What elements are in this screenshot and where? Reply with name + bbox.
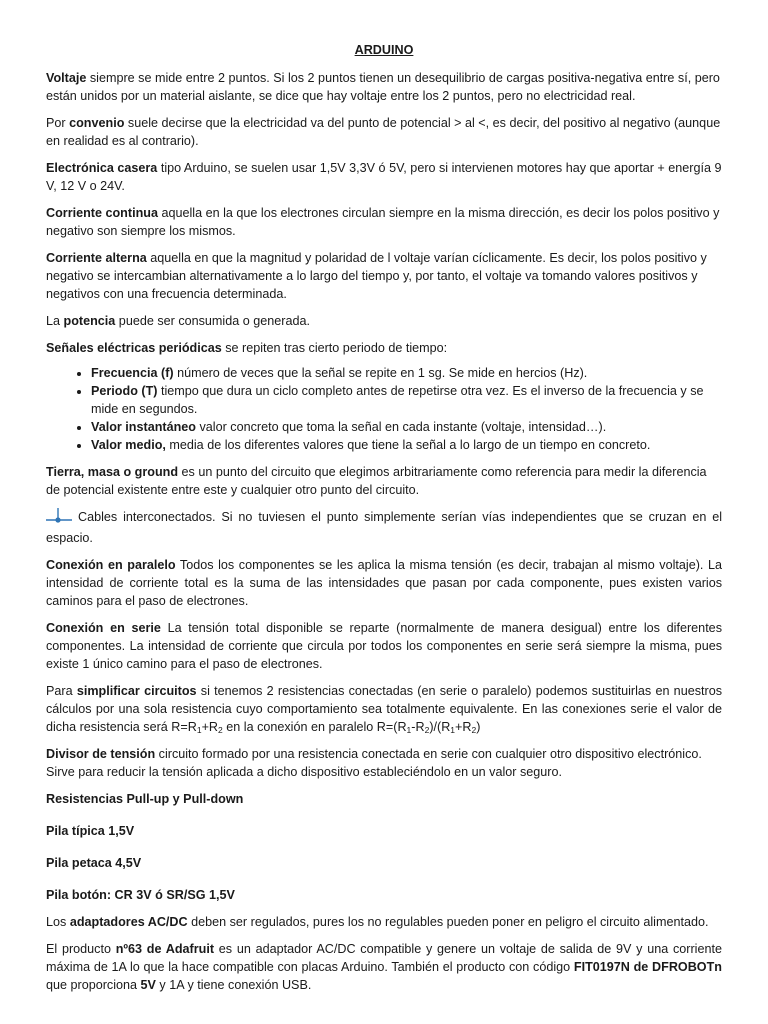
- term: adaptadores AC/DC: [69, 915, 188, 929]
- wire-junction-icon: [46, 508, 72, 529]
- text: -R: [411, 720, 425, 734]
- term: Pila típica 1,5V: [46, 824, 135, 838]
- text: aquella en que la magnitud y polaridad de l voltaje varían cíclicamente. Es decir, los polos positivo y negativo se intercambian alternativamente a lo largo del tiempo y, por tanto, el voltaje va tomando valores positivos y negativos con una frecuencia determinada.: [46, 251, 707, 301]
- term: Voltaje: [46, 71, 87, 85]
- term: Pila botón: CR 3V ó SR/SG 1,5V: [46, 888, 235, 902]
- text: se repiten tras cierto periodo de tiempo:: [221, 341, 448, 355]
- term: Valor instantáneo: [91, 420, 196, 434]
- term: Periodo (T): [91, 384, 158, 398]
- text: número de veces que la señal se repite en 1 sg. Se mide en hercios (Hz).: [173, 366, 588, 380]
- text: +R: [455, 720, 472, 734]
- term: Señales eléctricas periódicas: [46, 341, 222, 355]
- subscript: 1: [450, 725, 456, 735]
- paragraph-pila-petaca: [46, 854, 722, 872]
- list-item: [91, 364, 722, 382]
- paragraph-adaptadores: [46, 913, 722, 931]
- paragraph-potencia: [46, 312, 722, 330]
- paragraph-senales: [46, 339, 722, 357]
- paragraph-divisor: [46, 745, 722, 781]
- text: circuito formado por una resistencia conectada en serie con cualquier otro dispositivo electrónico. Sirve para reducir la tensión aplicada a dicho dispositivo estableciéndolo en un valor seguro.: [46, 747, 702, 779]
- paragraph-electronica: [46, 159, 722, 195]
- text: es un adaptador AC/DC compatible y genere un voltaje de salida de 9V y una corriente máxima de 1A lo que la hace compatible con placas Arduino. También el producto con código: [46, 942, 722, 974]
- term: Corriente continua: [46, 206, 158, 220]
- text: en la conexión en paralelo R=(R: [222, 720, 407, 734]
- text: aquella en la que los electrones circulan siempre en la misma dirección, es decir los polos positivo y negativo son siempre los mismos.: [46, 206, 720, 238]
- text: Por: [46, 116, 70, 130]
- text: media de los diferentes valores que tiene la señal a lo largo de un tiempo en concreto.: [165, 438, 651, 452]
- text: que proporciona: [46, 978, 141, 992]
- text: Cables interconectados. Si no tuviesen el punto simplemente serían vías independientes que se cruzan en el espacio.: [46, 510, 722, 545]
- text: La tensión total disponible se reparte (normalmente de manera desigual) entre los diferentes componentes. La intensidad de corriente que circula por todos los componentes en serie será siempre la misma, pues existe 1 único camino para el paso de electrones.: [46, 621, 722, 671]
- term: Corriente alterna: [46, 251, 147, 265]
- text: La: [46, 314, 64, 328]
- text: El producto: [46, 942, 116, 956]
- text: tipo Arduino, se suelen usar 1,5V 3,3V ó 5V, pero si intervienen motores hay que aportar + energía 9 V, 12 V o 24V.: [46, 161, 722, 193]
- bullet-list: [46, 364, 722, 454]
- term: 5V: [140, 978, 156, 992]
- text: es un punto del circuito que elegimos arbitrariamente como referencia para medir la diferencia de potencial existente entre este y cualquier otro punto del circuito.: [46, 465, 707, 497]
- paragraph-continua: [46, 204, 722, 240]
- text: ): [476, 720, 481, 734]
- paragraph-serie: [46, 619, 722, 673]
- text: +R: [201, 720, 219, 734]
- term: FIT0197N de DFROBOTn: [573, 960, 722, 974]
- paragraph-alterna: [46, 249, 722, 303]
- term: Resistencias Pull-up y Pull-down: [46, 792, 244, 806]
- text: si tenemos 2 resistencias conectadas (en serie o paralelo) podemos sustituirlas en nuestros cálculos por una sola resistencia cuyo comportamiento sea totalmente equivalente. En las conexiones serie el valor de dicha resistencia será R=R: [46, 684, 722, 734]
- paragraph-paralelo: [46, 556, 722, 610]
- paragraph-pila-boton: [46, 886, 722, 904]
- term: Frecuencia (f): [91, 366, 174, 380]
- subscript: 1: [196, 725, 202, 735]
- term: Conexión en paralelo: [46, 558, 176, 572]
- subscript: 1: [406, 725, 412, 735]
- term: Conexión en serie: [46, 621, 161, 635]
- term: nº63 de Adafruit: [115, 942, 215, 956]
- list-item: [91, 382, 722, 418]
- text: )/(R: [429, 720, 451, 734]
- text: Para: [46, 684, 77, 698]
- term: Tierra, masa o ground: [46, 465, 179, 479]
- term: convenio: [69, 116, 125, 130]
- term: Valor medio,: [91, 438, 166, 452]
- paragraph-voltaje: [46, 69, 722, 105]
- term: Electrónica casera: [46, 161, 158, 175]
- list-item: [91, 436, 722, 454]
- paragraph-producto: [46, 940, 722, 994]
- paragraph-pullup: [46, 790, 722, 808]
- text: tiempo que dura un ciclo completo antes de repetirse otra vez. Es el inverso de la frecuencia y se mide en segundos.: [91, 384, 704, 416]
- text: siempre se mide entre 2 puntos. Si los 2 puntos tienen un desequilibrio de cargas positiva-negativa entre sí, pero están unidos por un material aislante, se dice que hay voltaje entre los 2 puntos, pero no electricidad real.: [46, 71, 720, 103]
- term: simplificar circuitos: [76, 684, 197, 698]
- paragraph-convenio: [46, 114, 722, 150]
- subscript: 2: [471, 725, 477, 735]
- text: Los: [46, 915, 70, 929]
- list-item: [91, 418, 722, 436]
- paragraph-pila-tipica: [46, 822, 722, 840]
- subscript: 2: [424, 725, 430, 735]
- paragraph-simplificar: [46, 682, 722, 736]
- subscript: 2: [218, 725, 223, 735]
- page-title: ARDUINO: [354, 43, 414, 57]
- term: Divisor de tensión: [46, 747, 156, 761]
- term: potencia: [63, 314, 116, 328]
- text: y 1A y tiene conexión USB.: [155, 978, 312, 992]
- text: puede ser consumida o generada.: [115, 314, 310, 328]
- paragraph-tierra: [46, 463, 722, 499]
- text: deben ser regulados, pures los no regulables pueden poner en peligro el circuito alimentado.: [187, 915, 709, 929]
- text: suele decirse que la electricidad va del punto de potencial > al <, es decir, del positivo al negativo (aunque en realidad es al contrario).: [46, 116, 721, 148]
- text: Todos los componentes se les aplica la misma tensión (es decir, trabajan al mismo voltaje). La intensidad de corriente total es la suma de las intensidades que pasan por cada componente, pues existen varios caminos para el paso de electrones.: [46, 558, 722, 608]
- text: valor concreto que toma la señal en cada instante (voltaje, intensidad…).: [195, 420, 607, 434]
- term: Pila petaca 4,5V: [46, 856, 142, 870]
- paragraph-cables: [46, 508, 722, 547]
